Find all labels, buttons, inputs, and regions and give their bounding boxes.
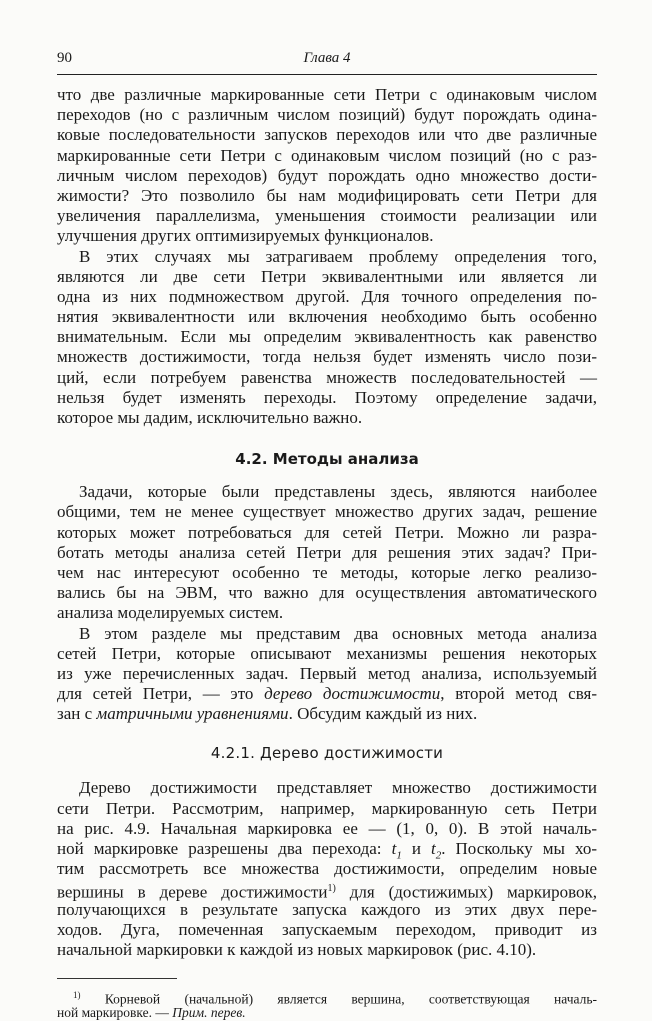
running-header — [57, 50, 597, 72]
text-line: В этом разделе мы представим два основных метода анализа — [79, 623, 597, 643]
text-line: начальной маркировки к каждой из новых маркировок (рис. 4.10). — [57, 939, 537, 959]
book-page — [57, 50, 597, 1021]
text-run: . Поскольку мы хо- — [441, 839, 597, 858]
chapter-title: Глава 4 — [303, 50, 351, 66]
text-line: личным числом переходов) будут порождать одно множество дости- — [57, 165, 597, 185]
text-run: зан с — [57, 704, 97, 724]
text-line — [57, 704, 597, 724]
text-line: являются ли две сети Петри эквивалентными или является ли — [57, 266, 597, 286]
text-line: из уже перечисленных задач. Первый метод анализа, используемый — [57, 663, 597, 683]
text-line: вались бы на ЭВМ, что важно для осуществления автоматического — [57, 583, 597, 603]
emphasis-matrix-equations: матричными уравнениями — [96, 704, 289, 724]
text-line: на рис. 4.9. Начальная маркировка ее — (1, 0, 0). В этой началь- — [57, 818, 597, 838]
text-line: нятия эквивалентности или включения необходимо быть особенно — [57, 307, 597, 327]
text-run: вершины в дереве достижимости — [57, 883, 328, 903]
transition-t1 — [391, 839, 402, 862]
text-run: и — [401, 839, 431, 858]
text-line: которое мы дадим, исключительно важно. — [57, 408, 363, 427]
text-line — [57, 839, 597, 862]
text-line: внимательным. Если мы определим эквивалентность как равенство — [57, 327, 597, 347]
text-line — [57, 684, 597, 704]
emphasis-reachability-tree: дерево достижимости — [264, 684, 441, 704]
symbol: t — [391, 839, 397, 858]
text-run: ной маркировке. — — [57, 1005, 173, 1021]
footnote-line — [57, 1004, 597, 1021]
paragraph-2 — [57, 247, 597, 429]
text-line: ходов. Дуга, помеченная запускаемым переходом, приводит из — [57, 919, 597, 939]
text-line: чем нас интересуют особенно те методы, которые легко реализо- — [57, 562, 597, 582]
text-line: одна из них подмножеством другой. Для точного определения по- — [57, 286, 597, 306]
section-heading: 4.2. Методы анализа — [235, 450, 419, 469]
text-line: ций, если потребуем равенства множеств последовательностей — — [57, 367, 597, 387]
symbol: t — [431, 839, 436, 858]
translator-note: Прим. перев. — [172, 1005, 246, 1021]
text-line: жимости? Это позволило бы нам модифицировать сети Петри для — [57, 185, 597, 205]
text-line: сетей Петри, которые описывают механизмы решения некоторых — [57, 643, 597, 663]
transition-t2 — [431, 839, 442, 862]
text-line: переходов (но с различным числом позиций) будут порождать одина- — [57, 105, 597, 125]
footnote-marker[interactable]: 1) — [327, 883, 336, 895]
text-line: Дерево достижимости представляет множество достижимости — [79, 778, 597, 798]
text-line: анализа моделируемых систем. — [57, 603, 284, 623]
paragraph-1 — [57, 85, 597, 247]
text-line — [57, 879, 597, 903]
page-number: 90 — [57, 50, 72, 66]
footnote-rule — [57, 978, 177, 979]
text-line: ботать методы анализа сетей Петри для решения этих задач? При- — [57, 542, 597, 562]
footnote — [57, 987, 597, 1021]
text-line: увеличения параллелизма, уменьшения стоимости реализации или — [57, 206, 597, 226]
paragraph-3 — [57, 482, 597, 623]
text-run: ной маркировке разрешены два перехода: — [57, 839, 392, 858]
text-run: Корневой (начальной) является вершина, соответствующая началь- — [104, 991, 598, 1007]
paragraph-5 — [57, 778, 597, 960]
text-line: получающихся в результате запуска каждого из этих двух пере- — [57, 899, 597, 919]
text-line: которых может потребоваться для сетей Петри. Можно ли разра- — [57, 522, 597, 542]
footnote-number: 1) — [73, 990, 81, 1001]
text-line: что две различные маркированные сети Петри с одинаковым числом — [57, 85, 597, 104]
text-line: множеств достижимости, тогда нельзя будет изменять число пози- — [57, 347, 597, 367]
text-run: . Обсудим каждый из них. — [288, 704, 478, 724]
text-line: Задачи, которые были представлены здесь, являются наиболее — [79, 482, 597, 502]
footnote-line — [57, 987, 598, 1007]
text-line: общими, тем не менее существует множество других задач, решение — [57, 502, 597, 522]
subsection-heading: 4.2.1. Дерево достижимости — [210, 744, 444, 763]
text-line: сети Петри. Рассмотрим, например, маркированную сеть Петри — [57, 798, 597, 818]
paragraph-4 — [57, 624, 597, 725]
text-run: , второй метод свя- — [440, 684, 597, 704]
text-line: В этих случаях мы затрагиваем проблему определения того, — [79, 246, 597, 266]
text-line: тим рассмотреть все множества достижимости, определим новые — [57, 859, 597, 879]
header-rule — [57, 74, 597, 75]
text-line: маркированные сети Петри с одинаковым числом позиций (но с раз- — [57, 145, 597, 165]
text-run: для сетей Петри, — это — [57, 684, 265, 704]
text-line: ковые последовательности запусков переходов или что две различные — [57, 125, 597, 145]
text-run: для (достижимых) маркировок, — [335, 883, 597, 903]
text-line: нельзя будет изменять переходы. Поэтому определение задачи, — [57, 387, 597, 407]
text-line: улучшения других оптимизируемых функционалов. — [57, 226, 434, 246]
subscript: 2 — [435, 849, 442, 862]
subscript: 1 — [396, 849, 402, 862]
